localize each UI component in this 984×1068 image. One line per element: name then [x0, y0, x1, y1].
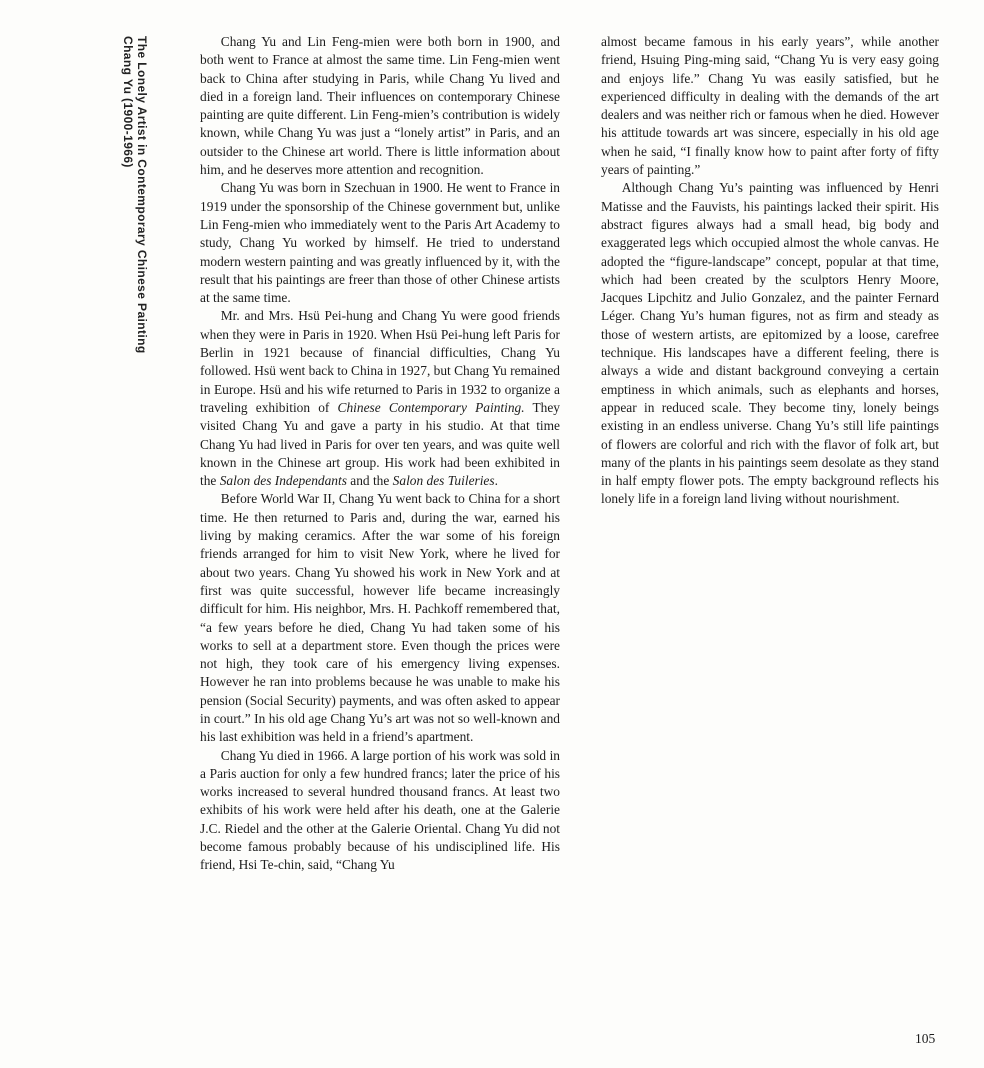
page-number: 105	[915, 1031, 936, 1046]
paragraph-birth: Chang Yu was born in Szechuan in 1900. He went to France in 1919 under the sponsorship of the Chinese government but, unlike Lin Feng-mien who immediately went to the Paris Art Academy to study, Chang Yu worked by himself. He tried to understand modern western painting and was greatly influenced by it, with the result that his paintings are freer than those of other Chinese artists at the same time.	[200, 180, 560, 306]
italic-title-exhibition: Chinese Contemporary Painting.	[337, 399, 525, 415]
paragraph-death: Chang Yu died in 1966. A large portion of his work was sold in a Paris auction for only a few hundred francs; later the price of his works increased to several hundred thousand francs. At least two exhibits of his work were held after his death, one at the Galerie J.C. Riedel and the other at the Galerie Oriental. Chang Yu did not become famous probably because of his undisciplined life. His friend, Hsi Te-chin, said, “Chang Yu	[200, 747, 560, 873]
right-column	[601, 33, 939, 875]
paragraph-continuation: almost became famous in his early years”, while another friend, Hsuing Ping-ming said, “Chang Yu is very easy going and enjoys life.” Chang Yu was easily satisfied, but he experienced difficulty in dealing with the demands of the art dealers and was neither rich or famous when he died. However his attitude towards art was sincere, especially in his old age when he said, “I finally know how to paint after forty of fifty years of painting.”	[601, 34, 939, 178]
paragraph-style: Although Chang Yu’s painting was influenced by Henri Matisse and the Fauvists, his paintings lacked their spirit. His abstract figures always had a small head, big body and exaggerated legs which occupied almost the whole canvas. He adopted the “figure-landscape” concept, popular at that time, which had been created by the sculptors Henry Moore, Jacques Lipchitz and Julio Gonzalez, and the painter Fernard Léger. Chang Yu’s human figures, not as firm and steady as those of western artists, are epitomized by a loose, carefree technique. His landscapes have a different feeling, there is always a wide and distant background conveying a certain emptiness in which animals, such as elephants and horses, appear in reduced scale. They become tiny, lonely beings existing in an endless universe. Chang Yu’s still life paintings of flowers are colorful and rich with the flavor of folk art, but many of the plants in his paintings seem desolate as they stand in half empty flower pots. The empty background reflects his lonely life in a foreign land living without nourishment.	[601, 180, 939, 507]
chapter-title: Chang Yu (1900-1966)	[121, 36, 135, 168]
text-run: Mr. and Mrs. Hsü Pei-hung and Chang Yu were good friends when they were in Paris in 1920. When Hsü Pei-hung left Paris for Berlin in 1921 because of financial difficulties, Chang Yu followed. Hsü went back to China in 1927, but Chang Yu remained in Europe. Hsü and his wife returned to Paris in 1932 to organize a traveling exhibition of	[200, 308, 560, 415]
text-columns	[200, 33, 939, 875]
text-run: .	[494, 473, 498, 489]
sidebar-vertical-title	[121, 36, 149, 354]
text-run: and the	[346, 473, 393, 489]
paragraph-wwii-newyork: Before World War II, Chang Yu went back to China for a short time. He then returned to Paris and, during the war, earned his living by making ceramics. After the war some of his foreign friends arranged for him to visit New York, where he lived for about two years. Chang Yu showed his work in New York and at first was quite successful, however life became increasingly difficult for him. His neighbor, Mrs. H. Pachkoff remembered that, “a few years before he died, Chang Yu had taken some of his works to sell at a department store. Even though the prices were not high, they took care of his emergency living expenses. However he ran into problems because he was unable to make his pension (Social Security) payments, and was often asked to appear in court.” In his old age Chang Yu’s art was not so well-known and his last exhibition was held in a friend’s apartment.	[200, 491, 560, 745]
text-run: They visited Chang Yu and gave a party in his studio. At that time Chang Yu had lived in Paris for over ten years, and was quite well known in the Chinese art group. His work had been exhibited in the	[200, 399, 561, 489]
italic-salon-independants: Salon des Independants	[219, 473, 347, 489]
left-column	[200, 33, 560, 875]
italic-salon-tuileries: Salon des Tuileries	[392, 473, 495, 489]
paragraph-paris-friends	[200, 307, 560, 490]
paragraph-intro: Chang Yu and Lin Feng-mien were both born in 1900, and both went to France at almost the same time. Lin Feng-mien went back to China after studying in Paris, while Chang Yu lived and died in a foreign land. Their influences on contemporary Chinese painting are quite different. Lin Feng-mien’s contribution is widely known, while Chang Yu was just a “lonely artist” in Paris, and an outsider to the Chinese art world. There is little information about him, and he deserves more attention and recognition.	[200, 34, 560, 178]
chapter-subtitle: The Lonely Artist in Contemporary Chinese Painting	[135, 36, 149, 354]
